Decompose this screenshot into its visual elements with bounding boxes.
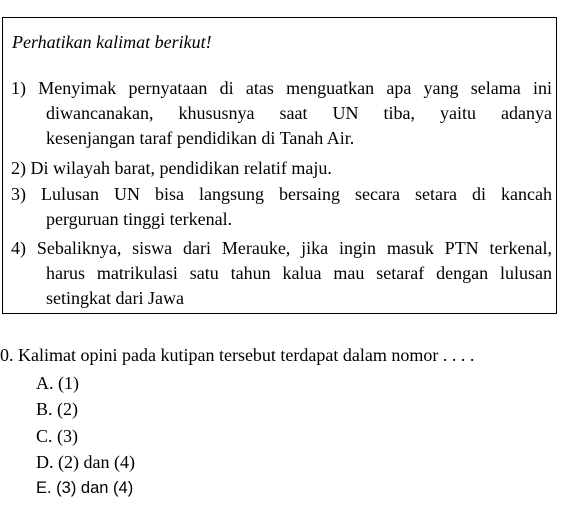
passage-item-2-line-1: 2) Di wilayah barat, pendidikan relatif maju. <box>11 158 332 178</box>
option-c[interactable]: C. (3) <box>36 425 78 446</box>
passage-box <box>2 17 557 314</box>
passage-item-1 <box>11 76 552 151</box>
passage-item-3 <box>11 182 552 232</box>
option-e[interactable]: E. (3) dan (4) <box>36 479 134 498</box>
passage-item-4-line-2: harus matrikulasi satu tahun kalua mau setaraf dengan lulusan <box>46 263 552 283</box>
passage-item-1-line-3: kesenjangan taraf pendidikan di Tanah Air. <box>46 128 355 148</box>
passage-item-1-line-1: 1) Menyimak pernyataan di atas menguatkan apa yang selama ini <box>11 78 552 98</box>
passage-item-4-line-1: 4) Sebaliknya, siswa dari Merauke, jika ingin masuk PTN terkenal, <box>11 238 552 258</box>
option-d[interactable]: D. (2) dan (4) <box>36 451 135 472</box>
passage-item-3-line-1: 3) Lulusan UN bisa langsung bersaing secara setara di kancah <box>11 184 552 204</box>
passage-item-4 <box>11 236 552 311</box>
option-b[interactable]: B. (2) <box>36 399 78 420</box>
option-a[interactable]: A. (1) <box>36 373 79 393</box>
answer-options <box>36 370 135 501</box>
question-text: 0. Kalimat opini pada kutipan tersebut terdapat dalam nomor . . . . <box>0 345 475 365</box>
passage-item-3-line-2: perguruan tinggi terkenal. <box>46 209 233 229</box>
passage-item-2 <box>11 156 517 181</box>
passage-instruction: Perhatikan kalimat berikut! <box>12 32 212 52</box>
passage-item-1-line-2: diwancanakan, khususnya saat UN tiba, yaitu adanya <box>46 103 552 123</box>
passage-item-4-line-3: setingkat dari Jawa <box>46 288 184 308</box>
